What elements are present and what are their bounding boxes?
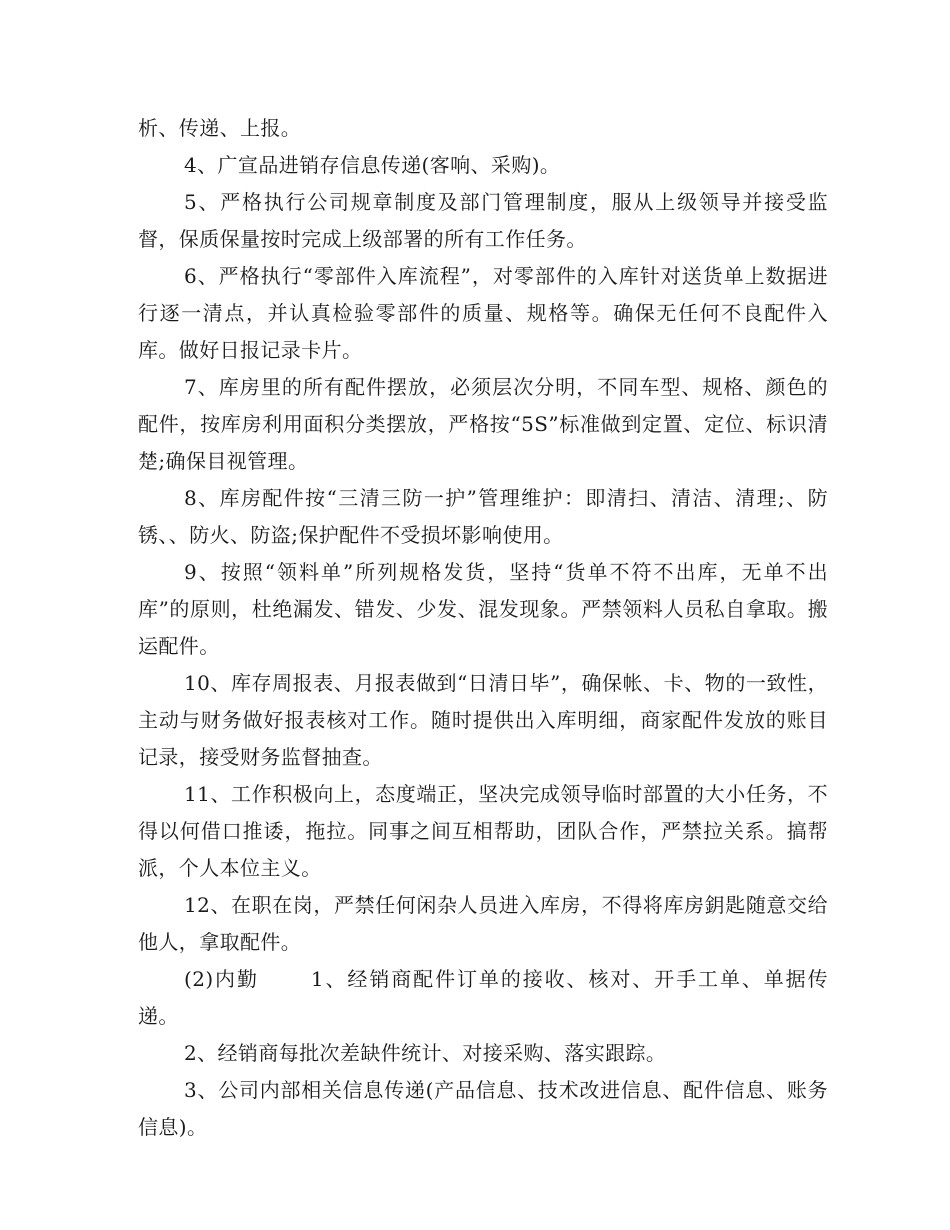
document-page [138, 110, 828, 1146]
paragraph-item-11: 11、工作积极向上，态度端正，坚决完成领导临时部置的大小任务，不得以何借口推诿，拖拉。同事之间互相帮助，团队合作，严禁拉关系。搞帮派，个人本位主义。 [138, 782, 828, 880]
paragraph-item-6: 6、严格执行“零部件入库流程”，对零部件的入库针对送货单上数据进行逐一清点，并认真检验零部件的质量、规格等。确保无任何不良配件入库。做好日报记录卡片。 [138, 264, 828, 362]
paragraph-item-10: 10、库存周报表、月报表做到“日清日毕”，确保帐、卡、物的一致性，主动与财务做好报表核对工作。随时提供出入库明细，商家配件发放的账目记录，接受财务监督抽查。 [138, 671, 828, 769]
section-label: (2)内勤 [184, 967, 259, 991]
paragraph-continuation: 析、传递、上报。 [138, 116, 302, 140]
section-first-item: 1、经销商配件订单的接收、核对、开手工单、单据传递。 [138, 967, 828, 1028]
paragraph-item-8: 8、库房配件按“三清三防一护”管理维护：即清扫、清洁、清理;、防锈、、防火、防盗;保护配件不受损坏影响使用。 [138, 486, 828, 547]
paragraph-item-4: 4、广宣品进销存信息传递(客响、采购)。 [184, 153, 561, 177]
paragraph-item-9: 9、按照“领料单”所列规格发货，坚持“货单不符不出库，无单不出库”的原则，杜绝漏发、错发、少发、混发现象。严禁领料人员私自拿取。搬运配件。 [138, 560, 828, 658]
paragraph-inner-item-2: 2、经销商每批次差缺件统计、对接采购、落实跟踪。 [184, 1041, 667, 1065]
paragraph-item-12: 12、在职在岗，严禁任何闲杂人员进入库房，不得将库房鈅匙随意交给他人，拿取配件。 [138, 893, 828, 954]
paragraph-inner-item-3: 3、公司内部相关信息传递(产品信息、技术改进信息、配件信息、账务信息)。 [138, 1078, 828, 1139]
paragraph-item-5: 5、严格执行公司规章制度及部门管理制度，服从上级领导并接受监督，保质保量按时完成上级部署的所有工作任务。 [138, 190, 828, 251]
section-paragraph [138, 961, 828, 1035]
paragraph-item-7: 7、库房里的所有配件摆放，必须层次分明，不同车型、规格、颜色的配件，按库房利用面积分类摆放，严格按“5S”标准做到定置、定位、标识清楚;确保目视管理。 [138, 375, 828, 473]
